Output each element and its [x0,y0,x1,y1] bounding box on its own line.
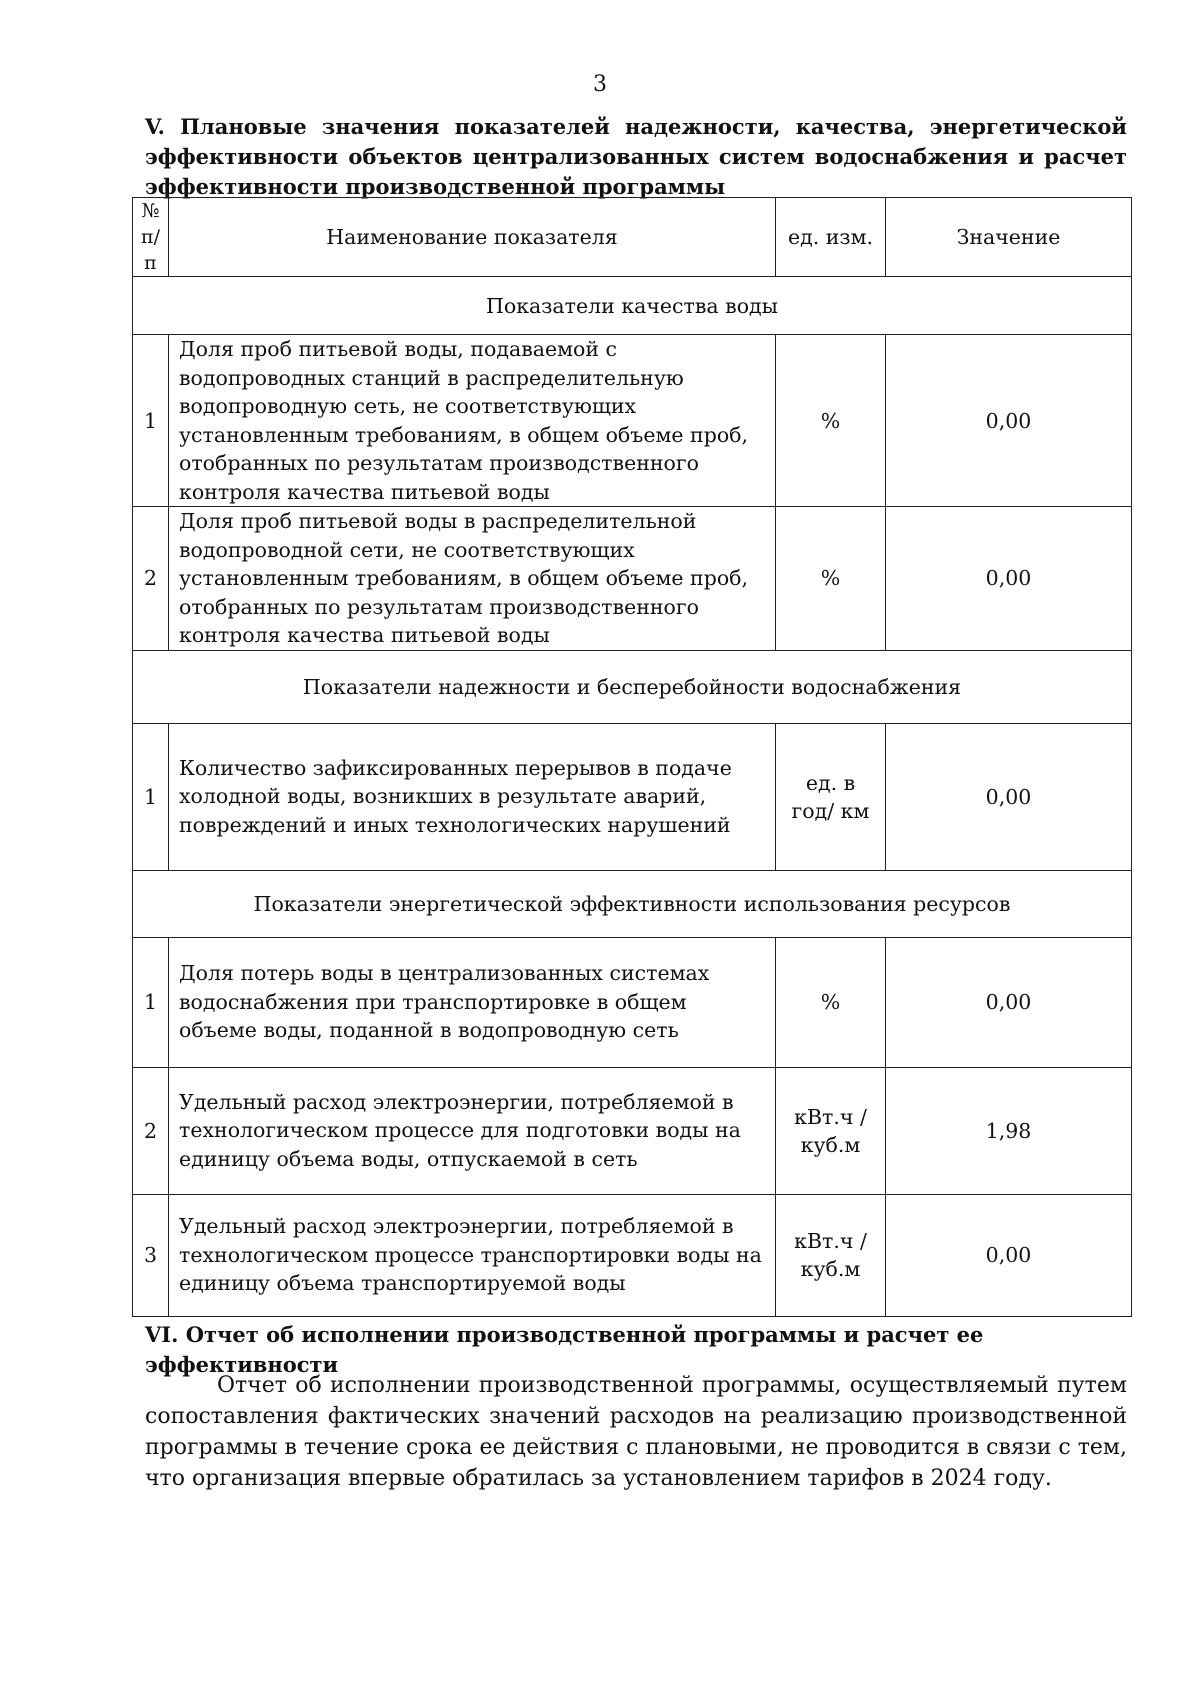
row-value: 0,00 [886,335,1132,507]
row-num: 3 [133,1194,169,1316]
row-value: 0,00 [886,1194,1132,1316]
row-name: Доля потерь воды в централизованных системах водоснабжения при транспортировке в общем объеме воды, поданной в водопроводную сеть [169,937,776,1067]
row-name: Доля проб питьевой воды в распределительной водопроводной сети, не соответствующих установленным требованиям, в общем объеме проб, отобранных по результатам производственного контроля качества питьевой воды [169,507,776,651]
row-value: 1,98 [886,1067,1132,1194]
group-title-energy: Показатели энергетической эффективности использования ресурсов [133,870,1132,937]
section-5-title: V. Плановые значения показателей надежности, качества, энергетической эффективности объектов централизованных систем водоснабжения и расчет эффективности производственной программы [145,114,1127,199]
group-title-quality: Показатели качества воды [133,277,1132,335]
group-row [133,650,1132,723]
header-value: Значение [886,198,1132,277]
section-6-paragraph: Отчет об исполнении производственной программы, осуществляемый путем сопоставления фактических значений расходов на реализацию производственной программы в течение срока ее действия с плановыми, не проводится в связи с тем, что организация впервые обратилась за установлением тарифов в 2024 году. [145,1373,1127,1491]
row-num: 1 [133,937,169,1067]
row-unit: кВт.ч / куб.м [776,1067,886,1194]
row-unit: ед. в год/ км [776,723,886,870]
table-row [133,335,1132,507]
indicators-table [132,197,1132,1317]
header-unit: ед. изм. [776,198,886,277]
row-num: 1 [133,723,169,870]
row-name: Удельный расход электроэнергии, потребляемой в технологическом процессе транспортировки воды на единицу объема транспортируемой воды [169,1194,776,1316]
row-name: Удельный расход электроэнергии, потребляемой в технологическом процессе для подготовки воды на единицу объема воды, отпускаемой в сеть [169,1067,776,1194]
row-value: 0,00 [886,723,1132,870]
row-name: Доля проб питьевой воды, подаваемой с водопроводных станций в распределительную водопроводную сеть, не соответствующих установленным требованиям, в общем объеме проб, отобранных по результатам производственного контроля качества питьевой воды [169,335,776,507]
row-unit: % [776,937,886,1067]
table-row [133,507,1132,651]
row-value: 0,00 [886,937,1132,1067]
table-header-row [133,198,1132,277]
section-6-title: VI. Отчет об исполнении производственной программы и расчет ее эффективности [145,1322,984,1377]
header-name: Наименование показателя [169,198,776,277]
row-unit: кВт.ч / куб.м [776,1194,886,1316]
row-num: 2 [133,507,169,651]
group-row [133,870,1132,937]
row-name: Количество зафиксированных перерывов в подаче холодной воды, возникших в результате аварий, повреждений и иных технологических нарушений [169,723,776,870]
group-row [133,277,1132,335]
row-num: 1 [133,335,169,507]
table-row [133,937,1132,1067]
header-num: № п/п [133,198,169,277]
page-number: 3 [593,72,607,97]
row-unit: % [776,507,886,651]
row-num: 2 [133,1067,169,1194]
table-row [133,1194,1132,1316]
table-row [133,723,1132,870]
row-value: 0,00 [886,507,1132,651]
row-unit: % [776,335,886,507]
group-title-reliability: Показатели надежности и бесперебойности водоснабжения [133,650,1132,723]
table-row [133,1067,1132,1194]
